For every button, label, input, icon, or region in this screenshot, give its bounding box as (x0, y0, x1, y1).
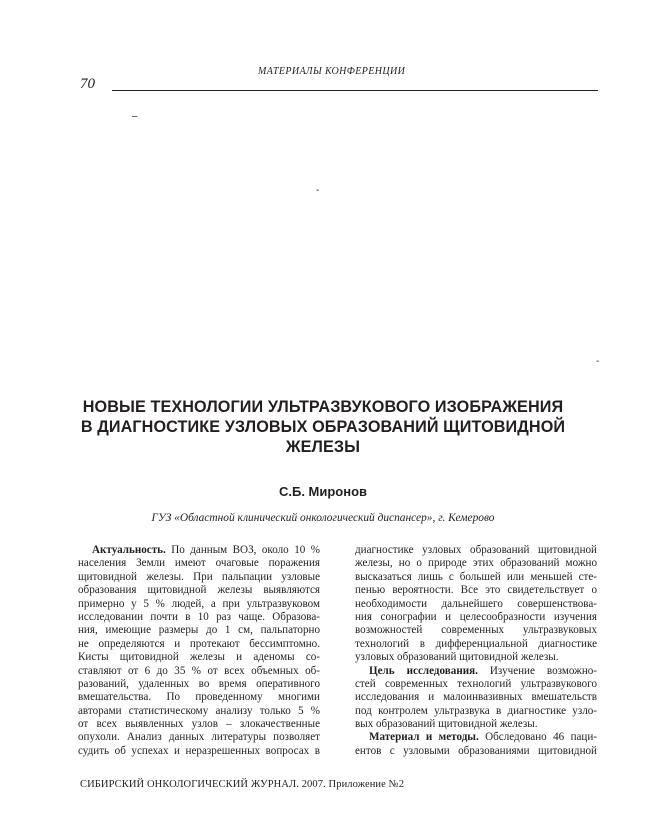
page-number: 70 (80, 76, 95, 92)
header-rule (112, 90, 598, 91)
paragraph-line: исследовании почти в 10 раз чаще. Образова- (78, 610, 320, 623)
section-heading: Цель исследования. (369, 664, 478, 677)
body-column-left (78, 544, 320, 758)
paragraph-line: ентов с узловыми образованиями щитовидной (355, 744, 597, 757)
affiliation: ГУЗ «Областной клинический онкологический диспансер», г. Кемерово (151, 512, 495, 524)
paragraph-line: ния, имеющие размеры до 1 см, пальпаторно (78, 624, 320, 637)
paragraph-line: пенью вероятности. Все это свидетельствует о (355, 584, 597, 597)
paragraph-line: опухоли. Анализ данных литературы позволяет (78, 731, 320, 744)
paragraph-line: железы, но о природе этих образований можно (355, 557, 597, 570)
paragraph-line: вых образований щитовидной железы. (355, 718, 538, 731)
title-line: НОВЫЕ ТЕХНОЛОГИИ УЛЬТРАЗВУКОВОГО ИЗОБРАЖЕНИЯ (82, 398, 564, 416)
paragraph-line: не определяются и протекают бессимптомно. (78, 637, 320, 650)
paragraph-line: возможностей современных ультразвуковых (355, 624, 597, 637)
paragraph-line: исследования и малоинвазивных вмешательств (355, 691, 597, 704)
paragraph-line: стей современных технологий ультразвукового (355, 677, 597, 690)
paragraph-line: Цель исследования. Изучение возможно- (369, 664, 598, 677)
paragraph-line: высказаться лишь с большей или меньшей сте- (355, 570, 597, 583)
paragraph-line: Актуальность. По данным ВОЗ, около 10 % (92, 544, 320, 556)
paragraph-line: щитовидной железы. При пальпации узловые (78, 570, 320, 583)
title-line: ЖЕЛЕЗЫ (285, 438, 361, 456)
stray-mark: - (596, 356, 600, 367)
paragraph-line: судить об успехах и неразрешенных вопросах в (78, 744, 320, 757)
paragraph-line: узловых образований щитовидной железы. (355, 651, 559, 664)
paragraph-line: населения Земли имеют очаговые поражения (78, 557, 320, 570)
paragraph-line: Материал и методы. Обследовано 46 паци- (369, 731, 597, 744)
journal-footer: СИБИРСКИЙ ОНКОЛОГИЧЕСКИЙ ЖУРНАЛ. 2007. Приложение №2 (80, 779, 405, 790)
author: С.Б. Миронов (278, 484, 368, 499)
paragraph-line: технологий в дифференциальной диагностике (355, 637, 597, 650)
paragraph-line: образования щитовидной железы выявляются (78, 584, 320, 597)
section-heading: Актуальность. (92, 544, 166, 556)
body-column-right (355, 544, 597, 758)
paragraph-line: от всех выявленных узлов – злокачественные (78, 718, 320, 731)
stray-mark: – (132, 111, 138, 122)
stray-mark: - (316, 185, 320, 196)
paragraph-line: ния сонографии и целесообразности изучения (355, 610, 597, 623)
paragraph-line: авторами статистическому анализу только 5 % (78, 704, 320, 717)
section-heading: Материал и методы. (369, 731, 479, 744)
article-title (60, 397, 586, 457)
paragraph-line: разований, удаленных во время оперативного (78, 677, 320, 690)
title-line: В ДИАГНОСТИКЕ УЗЛОВЫХ ОБРАЗОВАНИЙ ЩИТОВИДНОЙ (80, 418, 566, 436)
paragraph-line: диагностике узловых образований щитовидной (355, 544, 597, 556)
paragraph-line: под контролем ультразвука в диагностике узло- (355, 704, 597, 717)
paragraph-line: примерно у 5 % людей, а при ультразвуковом (78, 597, 320, 610)
paragraph-line: необходимости дальнейшего совершенствова- (355, 597, 597, 610)
paragraph-line: вмешательства. По проведенному многими (78, 691, 320, 704)
running-head: МАТЕРИАЛЫ КОНФЕРЕНЦИИ (258, 66, 406, 77)
paragraph-line: Кисты щитовидной железы и аденомы со- (78, 651, 320, 664)
paragraph-line: ставляют от 6 до 35 % от всех объемных об- (78, 664, 320, 677)
